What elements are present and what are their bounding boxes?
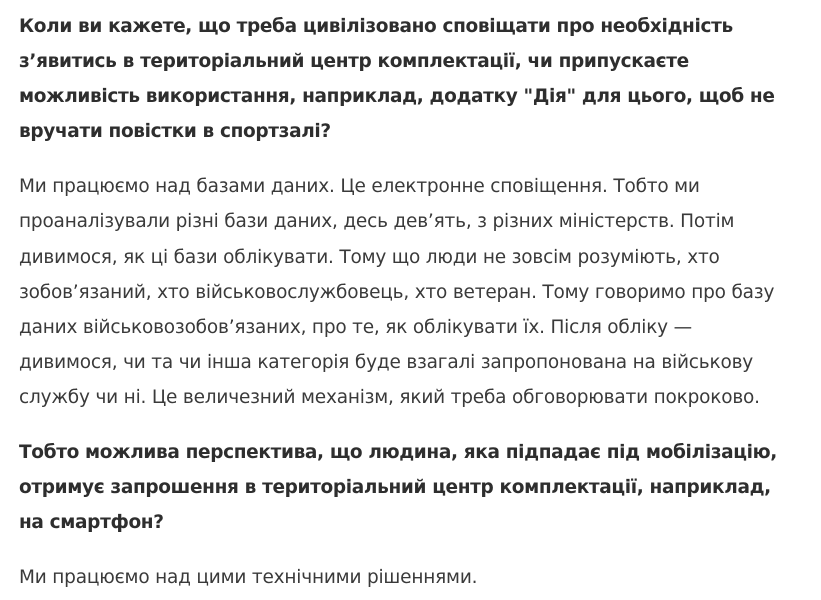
answer-line: Ми працюємо над базами даних. Це електронне сповіщення. Тобто ми (19, 176, 700, 198)
question-line: з’явитись в територіальний центр комплектації, чи припускаєте (19, 51, 689, 73)
interview-question-2 (19, 435, 809, 540)
question-line: вручати повістки в спортзалі? (19, 121, 331, 143)
answer-line: Ми працюємо над цими технічними рішеннями. (19, 567, 478, 589)
question-line: отримує запрошення в територіальний центр комплектації, наприклад, (19, 477, 771, 499)
answer-line: службу чи ні. Це величезний механізм, який треба обговорювати покроково. (19, 386, 760, 408)
question-line: можливість використання, наприклад, додатку "Дія" для цього, щоб не (19, 86, 775, 108)
answer-line: проаналізували різні бази даних, десь дев’ять, з різних міністерств. Потім (19, 211, 735, 233)
answer-line: даних військовозобов’язаних, про те, як облікувати їх. Після обліку — (19, 316, 692, 338)
interview-question-1 (19, 9, 809, 149)
answer-line: дивимося, чи та чи інша категорія буде взагалі запропонована на військову (19, 351, 754, 373)
question-line: Коли ви кажете, що треба цивілізовано сповіщати про необхідність (19, 16, 733, 37)
answer-line: зобов’язаний, хто військовослужбовець, хто ветеран. Тому говоримо про базу (19, 281, 775, 303)
interview-answer-2 (19, 560, 809, 595)
question-line: на смартфон? (19, 512, 164, 534)
interview-answer-1 (19, 169, 809, 415)
answer-line: дивимося, як ці бази облікувати. Тому що люди не зовсім розуміють, хто (19, 246, 720, 268)
question-line: Тобто можлива перспектива, що людина, яка підпадає під мобілізацію, (19, 442, 777, 464)
interview-article (19, 9, 809, 595)
